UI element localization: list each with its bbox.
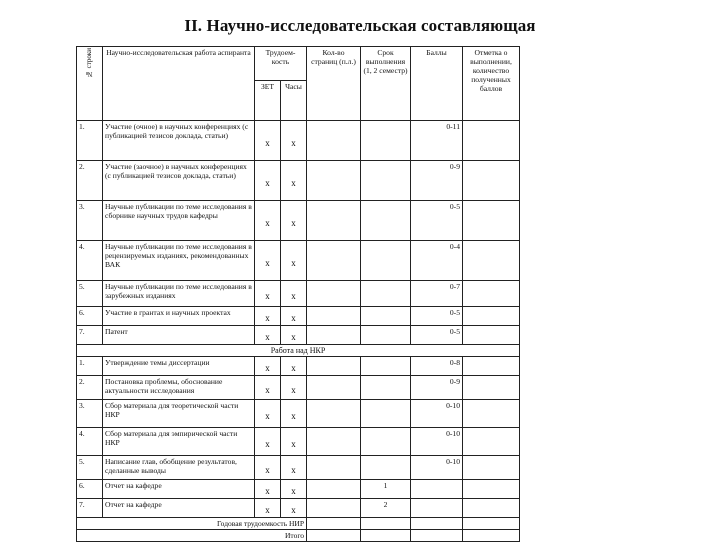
row-zet: x — [255, 201, 281, 241]
header-row — [77, 47, 520, 81]
row-report — [463, 121, 520, 161]
row-work-text: Научные публикации по теме исследования в рецензируемых изданиях, рекомендованных ВАК — [103, 241, 255, 281]
table-row — [77, 357, 520, 376]
table-row — [77, 498, 520, 517]
table-row — [77, 307, 520, 326]
row-zet: x — [255, 375, 281, 399]
row-report — [463, 161, 520, 201]
total-value-cell — [463, 517, 520, 529]
row-pages — [307, 121, 361, 161]
row-pages — [307, 241, 361, 281]
row-term — [361, 455, 411, 479]
row-points: 0-8 — [411, 357, 463, 376]
row-term — [361, 375, 411, 399]
total-value-cell — [307, 517, 361, 529]
row-points: 0-5 — [411, 201, 463, 241]
row-points: 0-10 — [411, 427, 463, 455]
table-row — [77, 325, 520, 344]
col-zet-header: ЗЕТ — [255, 81, 281, 121]
row-work-text: Научные публикации по теме исследования в сборнике научных трудов кафедры — [103, 201, 255, 241]
row-report — [463, 281, 520, 307]
row-pages — [307, 201, 361, 241]
total-year-row — [77, 517, 520, 529]
row-zet: x — [255, 399, 281, 427]
table-row — [77, 455, 520, 479]
row-report — [463, 357, 520, 376]
row-points: 0-4 — [411, 241, 463, 281]
row-number: 2. — [77, 161, 103, 201]
row-report — [463, 427, 520, 455]
row-pages — [307, 281, 361, 307]
row-hours: x — [281, 281, 307, 307]
row-work-text: Научные публикации по теме исследования в зарубежных изданиях — [103, 281, 255, 307]
row-points: 0-5 — [411, 307, 463, 326]
row-hours: x — [281, 325, 307, 344]
row-report — [463, 201, 520, 241]
row-pages — [307, 325, 361, 344]
row-term — [361, 281, 411, 307]
row-hours: x — [281, 357, 307, 376]
row-points: 0-10 — [411, 399, 463, 427]
total-row — [77, 529, 520, 541]
col-report-header: Отметка о выполнении, количество полученных баллов — [463, 47, 520, 121]
row-zet: x — [255, 479, 281, 498]
row-zet: x — [255, 427, 281, 455]
row-term — [361, 399, 411, 427]
row-term — [361, 161, 411, 201]
row-work-text: Сбор материала для эмпирической части НКР — [103, 427, 255, 455]
col-num-header — [77, 47, 103, 121]
row-number: 5. — [77, 455, 103, 479]
table-row — [77, 479, 520, 498]
row-report — [463, 399, 520, 427]
row-term — [361, 307, 411, 326]
col-labor-header: Трудоем-кость — [255, 47, 307, 81]
row-work-text: Отчет на кафедре — [103, 479, 255, 498]
row-zet: x — [255, 161, 281, 201]
table-row — [77, 281, 520, 307]
total-value-cell — [361, 517, 411, 529]
row-points: 0-7 — [411, 281, 463, 307]
row-report — [463, 375, 520, 399]
table-row — [77, 121, 520, 161]
row-hours: x — [281, 161, 307, 201]
row-zet: x — [255, 498, 281, 517]
row-term — [361, 357, 411, 376]
row-work-text: Написание глав, обобщение результатов, сделанные выводы — [103, 455, 255, 479]
row-points: 0-5 — [411, 325, 463, 344]
row-pages — [307, 161, 361, 201]
table-row — [77, 241, 520, 281]
row-points: 0-9 — [411, 161, 463, 201]
row-report — [463, 479, 520, 498]
row-hours: x — [281, 201, 307, 241]
row-pages — [307, 498, 361, 517]
row-hours: x — [281, 121, 307, 161]
total-label: Итого — [77, 529, 307, 541]
row-pages — [307, 375, 361, 399]
table-row — [77, 399, 520, 427]
row-hours: x — [281, 498, 307, 517]
row-work-text: Участие (очное) в научных конференциях (с публикацией тезисов доклада, статьи) — [103, 121, 255, 161]
row-number: 1. — [77, 357, 103, 376]
row-report — [463, 325, 520, 344]
row-pages — [307, 399, 361, 427]
row-hours: x — [281, 479, 307, 498]
col-points-header: Баллы — [411, 47, 463, 121]
row-term — [361, 241, 411, 281]
table-row — [77, 201, 520, 241]
row-term — [361, 201, 411, 241]
total-value-cell — [411, 529, 463, 541]
row-pages — [307, 455, 361, 479]
col-hours-header: Часы — [281, 81, 307, 121]
row-number: 4. — [77, 427, 103, 455]
row-points: 0-10 — [411, 455, 463, 479]
row-pages — [307, 307, 361, 326]
row-number: 2. — [77, 375, 103, 399]
page-title: II. Научно-исследовательская составляющая — [184, 16, 536, 35]
row-report — [463, 307, 520, 326]
row-zet: x — [255, 241, 281, 281]
total-value-cell — [307, 529, 361, 541]
row-pages — [307, 479, 361, 498]
row-number: 4. — [77, 241, 103, 281]
row-number: 6. — [77, 307, 103, 326]
row-term: 1 — [361, 479, 411, 498]
row-zet: x — [255, 325, 281, 344]
row-zet: x — [255, 307, 281, 326]
row-number: 5. — [77, 281, 103, 307]
row-hours: x — [281, 241, 307, 281]
row-report — [463, 455, 520, 479]
row-number: 6. — [77, 479, 103, 498]
row-work-text: Утверждение темы диссертации — [103, 357, 255, 376]
row-term — [361, 427, 411, 455]
row-work-text: Участие (заочное) в научных конференциях (с публикацией тезисов доклада, статьи) — [103, 161, 255, 201]
row-term: 2 — [361, 498, 411, 517]
table-row — [77, 427, 520, 455]
row-number: 3. — [77, 399, 103, 427]
row-pages — [307, 427, 361, 455]
section-row — [77, 344, 520, 357]
total-value-cell — [361, 529, 411, 541]
row-report — [463, 241, 520, 281]
research-table — [76, 46, 520, 542]
row-hours: x — [281, 375, 307, 399]
total-year-label: Годовая трудоемкость НИР — [77, 517, 307, 529]
col-term-header: Срок выполнения (1, 2 семестр) — [361, 47, 411, 121]
num-header-label: № строки — [85, 48, 94, 79]
row-hours: x — [281, 399, 307, 427]
table-row — [77, 161, 520, 201]
row-pages — [307, 357, 361, 376]
row-zet: x — [255, 121, 281, 161]
total-value-cell — [463, 529, 520, 541]
row-points: 0-11 — [411, 121, 463, 161]
row-zet: x — [255, 455, 281, 479]
row-points: 0-9 — [411, 375, 463, 399]
row-hours: x — [281, 455, 307, 479]
section-label: Работа над НКР — [77, 344, 520, 357]
row-report — [463, 498, 520, 517]
total-value-cell — [411, 517, 463, 529]
row-work-text: Постановка проблемы, обоснование актуальности исследования — [103, 375, 255, 399]
row-work-text: Участие в грантах и научных проектах — [103, 307, 255, 326]
row-number: 7. — [77, 498, 103, 517]
row-number: 3. — [77, 201, 103, 241]
row-points — [411, 498, 463, 517]
col-pages-header: Кол-во страниц (п.л.) — [307, 47, 361, 121]
row-term — [361, 121, 411, 161]
row-work-text: Отчет на кафедре — [103, 498, 255, 517]
row-hours: x — [281, 307, 307, 326]
row-zet: x — [255, 357, 281, 376]
row-number: 7. — [77, 325, 103, 344]
row-hours: x — [281, 427, 307, 455]
row-work-text: Сбор материала для теоретической части НКР — [103, 399, 255, 427]
table-row — [77, 375, 520, 399]
col-work-header: Научно-исследовательская работа аспиранта — [103, 47, 255, 121]
row-points — [411, 479, 463, 498]
row-zet: x — [255, 281, 281, 307]
row-term — [361, 325, 411, 344]
row-work-text: Патент — [103, 325, 255, 344]
row-number: 1. — [77, 121, 103, 161]
